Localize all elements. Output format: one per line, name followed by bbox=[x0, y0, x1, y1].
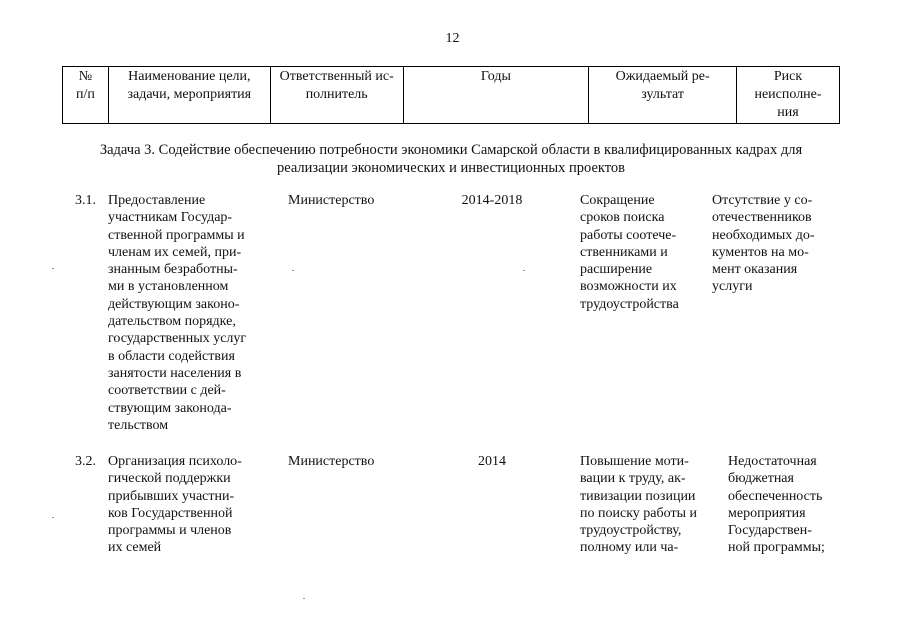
row-name: Организация психоло- гической поддержки прибывших участни- ков Государственной программы и членов их семей bbox=[108, 454, 242, 556]
scan-speck bbox=[303, 598, 305, 599]
row-responsible: Министерство bbox=[288, 193, 375, 208]
row-result: Сокращение сроков поиска работы соотече- ственниками и расширение возможности их трудоустройства bbox=[580, 193, 679, 312]
header-number: № п/п bbox=[63, 67, 109, 124]
scan-speck bbox=[523, 270, 525, 271]
row-responsible: Министерство bbox=[288, 454, 375, 469]
row-number: 3.1. bbox=[75, 193, 96, 208]
header-responsible: Ответственный ис- полнитель bbox=[270, 67, 403, 124]
header-name: Наименование цели, задачи, мероприятия bbox=[108, 67, 270, 124]
scan-speck bbox=[52, 517, 54, 518]
row-risk: Недостаточная бюджетная обеспеченность мероприятия Государствен- ной программы; bbox=[728, 454, 825, 556]
task-title: Задача 3. Содействие обеспечению потребности экономики Самарской области в квалифицированных кадрах для реализации экономических и инвестиционных проектов bbox=[99, 142, 803, 176]
row-years: 2014-2018 bbox=[461, 193, 523, 208]
row-result: Повышение моти- вации к труду, ак- тивизации позиции по поиску работы и трудоустройству, полному или ча- bbox=[580, 454, 697, 556]
header-result: Ожидаемый ре- зультат bbox=[589, 67, 737, 124]
row-name: Предоставление участникам Государ- ственной программы и членам их семей, при- знанным безработны- ми в установленном действующим законо- дательством порядке, государственных услуг в области содействия занятости населения в соответствии с дей- ствующим законода- тельством bbox=[108, 193, 247, 433]
scan-speck bbox=[52, 268, 54, 269]
header-years: Годы bbox=[403, 67, 589, 124]
scan-speck bbox=[292, 270, 294, 271]
row-number: 3.2. bbox=[75, 454, 96, 469]
header-risk: Риск неисполне- ния bbox=[737, 67, 840, 124]
table-header bbox=[62, 66, 840, 124]
page-number: 12 bbox=[445, 31, 460, 46]
row-years: 2014 bbox=[478, 454, 506, 469]
row-risk: Отсутствие у со- отечественников необходимых до- кументов на мо- мент оказания услуги bbox=[712, 193, 815, 295]
